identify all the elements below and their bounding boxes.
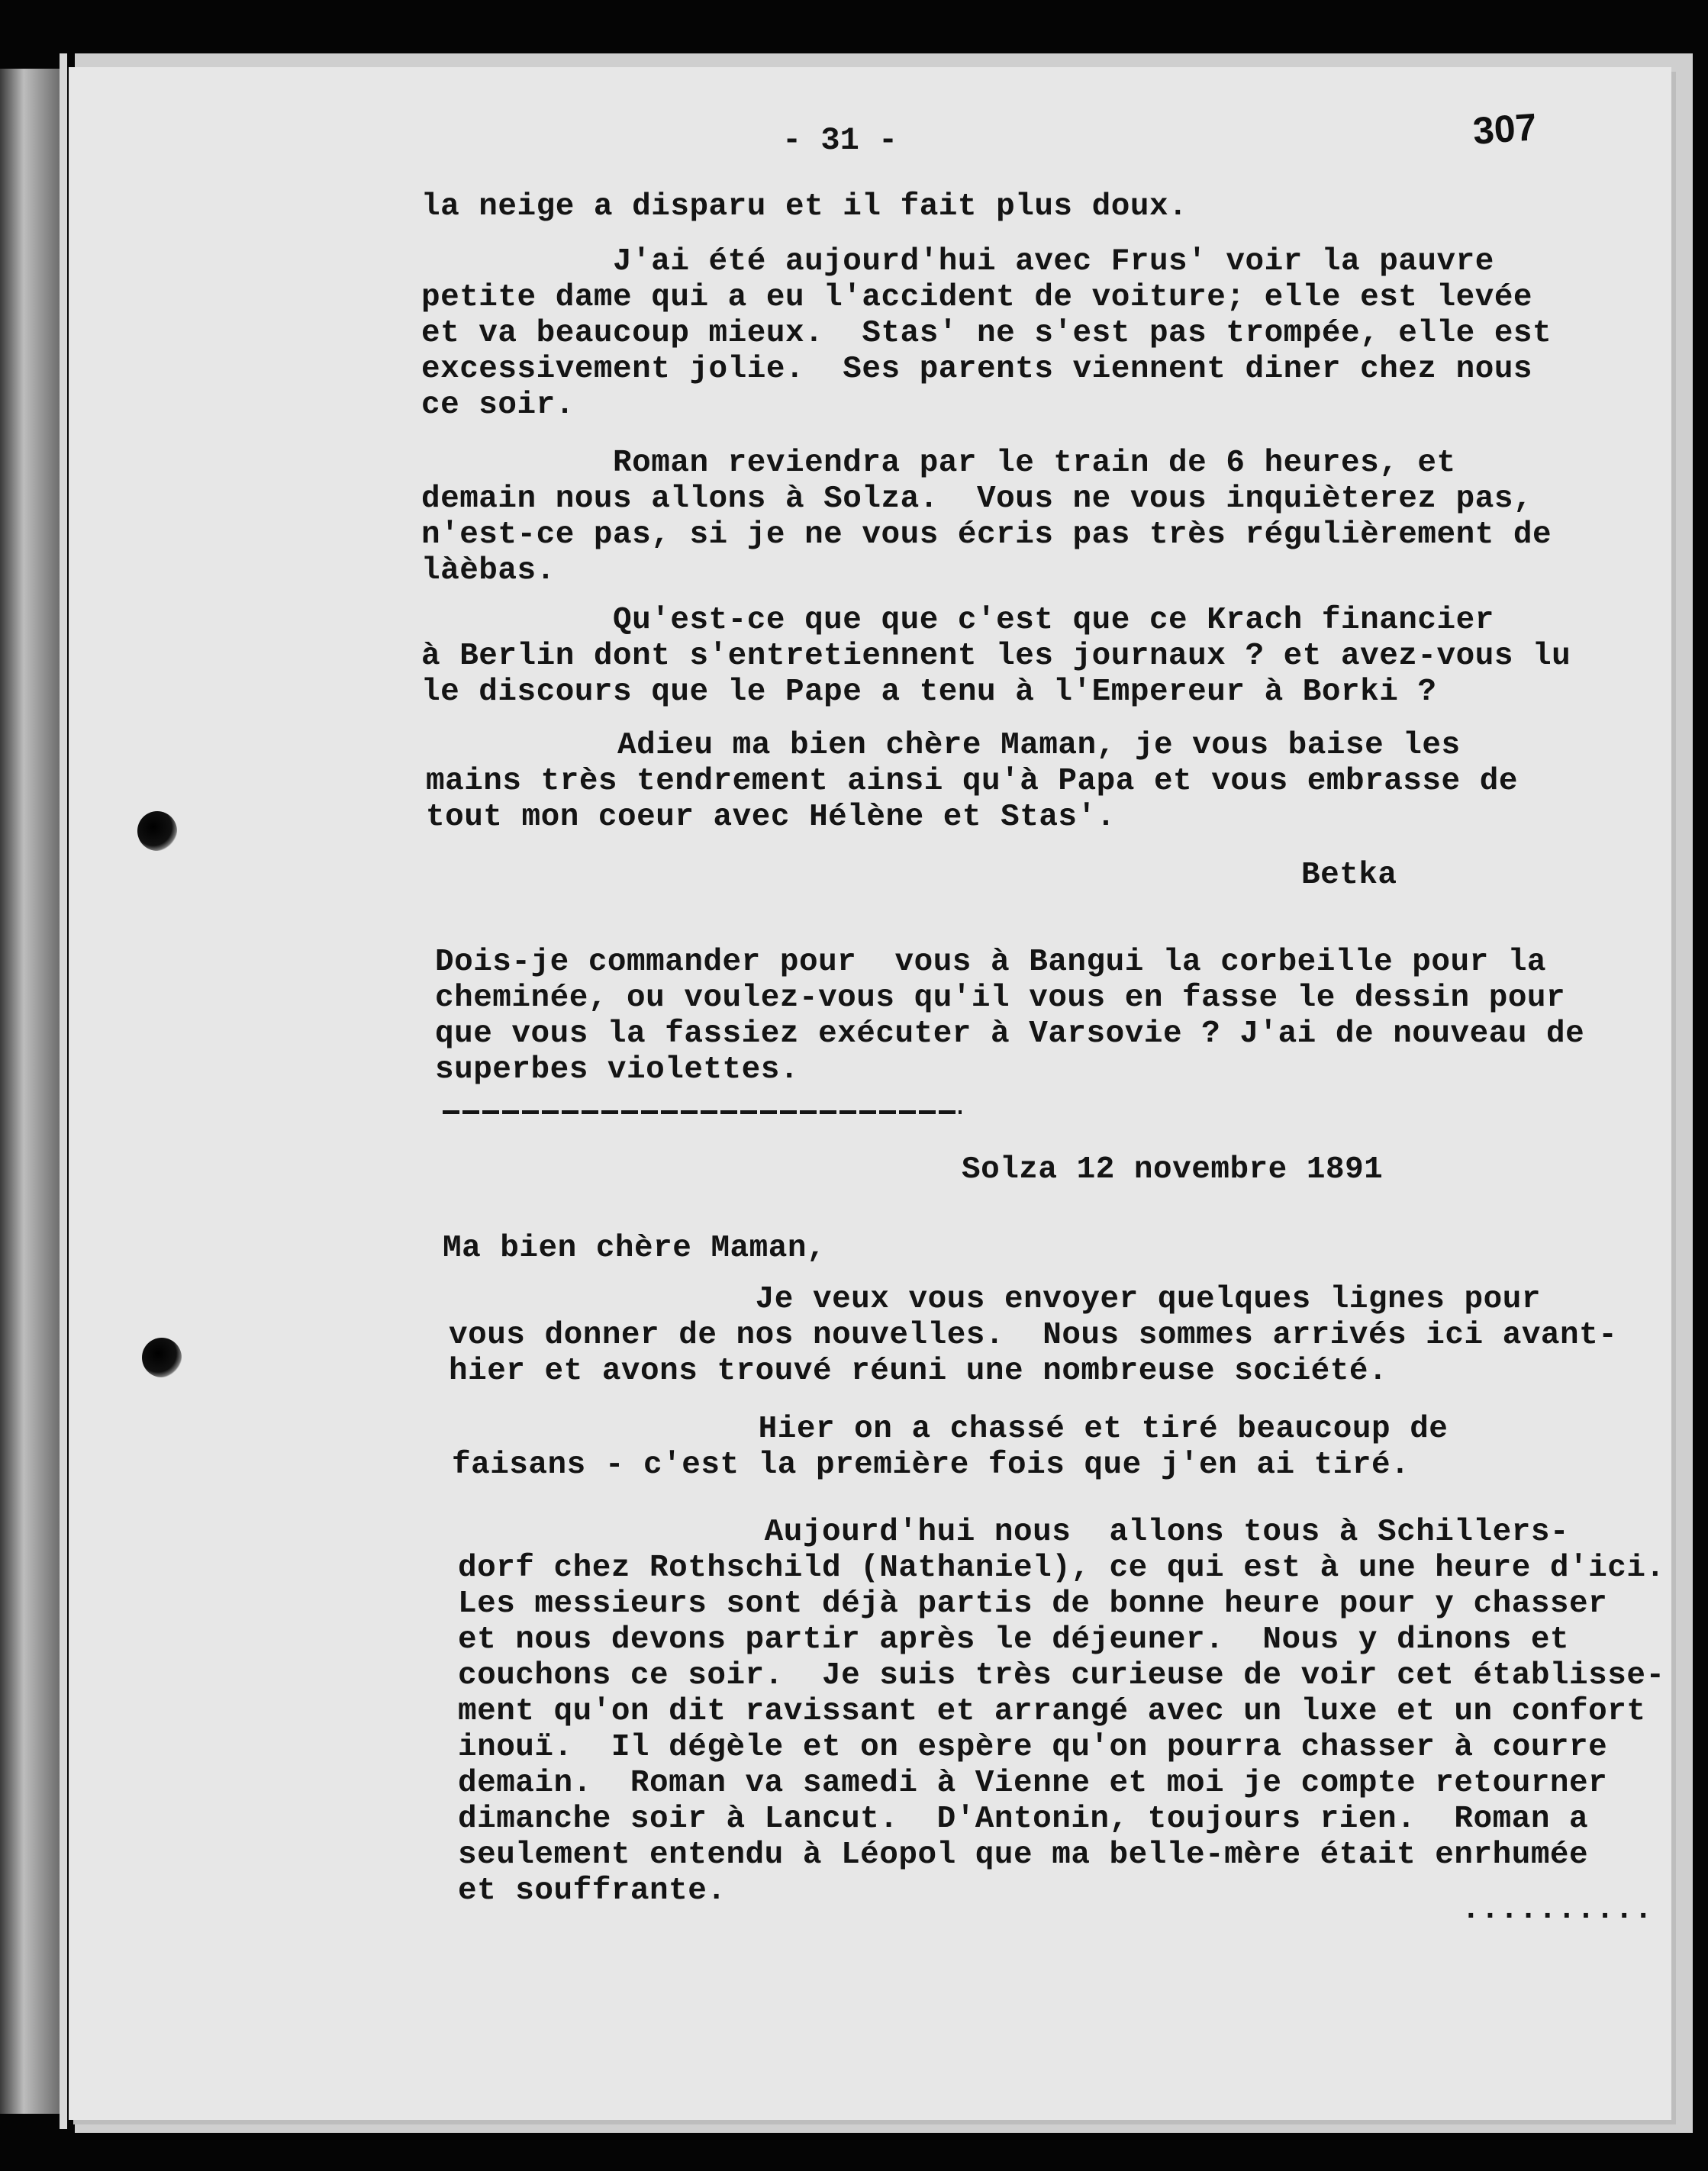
paragraph-1: J'ai été aujourd'hui avec Frus' voir la pauvre petite dame qui a eu l'accident de voiture; elle est levée et va beaucoup mieux. Stas' ne s'est pas trompée, elle est excessivement jolie. Ses parents viennent diner chez nous ce soir. — [421, 244, 1552, 423]
punch-hole-lower — [142, 1338, 182, 1377]
signature: Betka — [1301, 858, 1397, 893]
punch-hole-upper — [137, 811, 177, 851]
text-line-top: la neige a disparu et il fait plus doux. — [421, 189, 1188, 224]
paragraph-4: Adieu ma bien chère Maman, je vous baise les mains très tendrement ainsi qu'à Papa et vous embrasse de tout mon coeur avec Hélène et Stas'. — [426, 728, 1518, 835]
separator-rule — [443, 1110, 962, 1114]
binder-strip — [0, 69, 60, 2114]
continuation-dots: .......... — [1461, 1892, 1654, 1928]
letter2-paragraph-1: Je veux vous envoyer quelques lignes pour vous donner de nos nouvelles. Nous sommes arrivés ici avant- hier et avons trouvé réuni une nombreuse société. — [449, 1282, 1618, 1389]
salutation: Ma bien chère Maman, — [443, 1231, 827, 1266]
postscript: Dois-je commander pour vous à Bangui la corbeille pour la cheminée, ou voulez-vous qu'il vous en fasse le dessin pour que vous la fassiez exécuter à Varsovie ? J'ai de nouveau de superbes violettes. — [435, 945, 1585, 1087]
letter2-paragraph-3: Aujourd'hui nous allons tous à Schillers- dorf chez Rothschild (Nathaniel), ce qui est à une heure d'ici. Les messieurs sont déjà partis de bonne heure pour y chasser et nous devons partir après le déjeuner. Nous y dinons et couchons ce soir. Je suis très curieuse de voir cet établisse- ment qu'on dit ravissant et arrangé avec un luxe et un confort inouï. Il dégèle et on espère qu'on pourra chasser à courre demain. Roman va samedi à Vienne et moi je compte retourner dimanche soir à Lancut. D'Antonin, toujours rien. Roman a seulement entendu à Léopol que ma belle-mère était enrhumée et souffrante. — [458, 1515, 1665, 1908]
dateline: Solza 12 novembre 1891 — [962, 1152, 1384, 1187]
letter2-paragraph-2: Hier on a chassé et tiré beaucoup de faisans - c'est la première fois que j'en ai tiré. — [452, 1412, 1449, 1483]
paragraph-3: Qu'est-ce que que c'est que ce Krach financier à Berlin dont s'entretiennent les journaux ? et avez-vous lu le discours que le Pape a tenu à l'Empereur à Borki ? — [421, 603, 1571, 710]
paragraph-2: Roman reviendra par le train de 6 heures, et demain nous allons à Solza. Vous ne vous inquièterez pas, n'est-ce pas, si je ne vous écris pas très régulièrement de làèbas. — [421, 446, 1552, 588]
folio-number: 307 — [1471, 105, 1539, 153]
page-number: - 31 - — [782, 122, 898, 159]
binder-edge — [60, 53, 67, 2129]
